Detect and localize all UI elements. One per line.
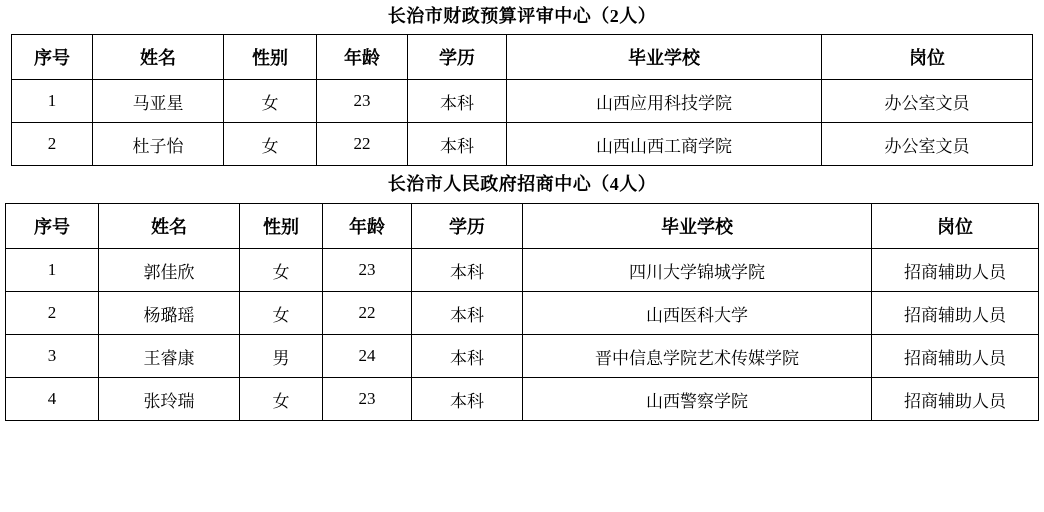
cell-gender: 女 xyxy=(240,249,323,292)
cell-position: 办公室文员 xyxy=(822,123,1033,166)
column-header-gender: 性别 xyxy=(224,35,317,80)
column-header-name: 姓名 xyxy=(93,35,224,80)
cell-name: 郭佳欣 xyxy=(99,249,240,292)
table-header-row xyxy=(6,204,1039,249)
cell-position: 招商辅助人员 xyxy=(872,292,1039,335)
cell-age: 23 xyxy=(323,249,412,292)
cell-education: 本科 xyxy=(412,292,523,335)
cell-index: 1 xyxy=(6,249,99,292)
cell-index: 2 xyxy=(12,123,93,166)
cell-age: 22 xyxy=(317,123,408,166)
cell-index: 4 xyxy=(6,378,99,421)
column-header-age: 年龄 xyxy=(323,204,412,249)
column-header-position: 岗位 xyxy=(872,204,1039,249)
cell-gender: 男 xyxy=(240,335,323,378)
cell-position: 办公室文员 xyxy=(822,80,1033,123)
column-header-school: 毕业学校 xyxy=(523,204,872,249)
cell-gender: 女 xyxy=(224,80,317,123)
cell-name: 杜子怡 xyxy=(93,123,224,166)
table-row xyxy=(6,335,1039,378)
cell-school: 山西警察学院 xyxy=(523,378,872,421)
table-row xyxy=(6,378,1039,421)
cell-school: 四川大学锦城学院 xyxy=(523,249,872,292)
cell-school: 山西山西工商学院 xyxy=(507,123,822,166)
cell-index: 2 xyxy=(6,292,99,335)
table-investment-promotion-center xyxy=(5,203,1039,421)
cell-school: 山西应用科技学院 xyxy=(507,80,822,123)
table-row xyxy=(12,123,1033,166)
table-row xyxy=(6,249,1039,292)
cell-education: 本科 xyxy=(412,378,523,421)
cell-education: 本科 xyxy=(408,80,507,123)
cell-name: 张玲瑞 xyxy=(99,378,240,421)
column-header-education: 学历 xyxy=(408,35,507,80)
cell-education: 本科 xyxy=(412,335,523,378)
table-row xyxy=(6,292,1039,335)
cell-name: 杨璐瑶 xyxy=(99,292,240,335)
column-header-name: 姓名 xyxy=(99,204,240,249)
cell-education: 本科 xyxy=(408,123,507,166)
table-header-row xyxy=(12,35,1033,80)
cell-position: 招商辅助人员 xyxy=(872,335,1039,378)
section-title-1: 长治市财政预算评审中心（2人） xyxy=(387,6,657,26)
cell-age: 23 xyxy=(317,80,408,123)
cell-index: 3 xyxy=(6,335,99,378)
table-budget-review-center xyxy=(11,34,1033,166)
cell-school: 山西医科大学 xyxy=(523,292,872,335)
cell-gender: 女 xyxy=(224,123,317,166)
section-title-2: 长治市人民政府招商中心（4人） xyxy=(387,174,657,194)
cell-index: 1 xyxy=(12,80,93,123)
table-row xyxy=(12,80,1033,123)
column-header-gender: 性别 xyxy=(240,204,323,249)
cell-school: 晋中信息学院艺术传媒学院 xyxy=(523,335,872,378)
cell-gender: 女 xyxy=(240,292,323,335)
column-header-school: 毕业学校 xyxy=(507,35,822,80)
column-header-index: 序号 xyxy=(12,35,93,80)
column-header-position: 岗位 xyxy=(822,35,1033,80)
cell-education: 本科 xyxy=(412,249,523,292)
column-header-age: 年龄 xyxy=(317,35,408,80)
cell-age: 23 xyxy=(323,378,412,421)
cell-age: 24 xyxy=(323,335,412,378)
cell-gender: 女 xyxy=(240,378,323,421)
column-header-education: 学历 xyxy=(412,204,523,249)
cell-age: 22 xyxy=(323,292,412,335)
cell-position: 招商辅助人员 xyxy=(872,249,1039,292)
cell-name: 马亚星 xyxy=(93,80,224,123)
cell-name: 王睿康 xyxy=(99,335,240,378)
cell-position: 招商辅助人员 xyxy=(872,378,1039,421)
column-header-index: 序号 xyxy=(6,204,99,249)
